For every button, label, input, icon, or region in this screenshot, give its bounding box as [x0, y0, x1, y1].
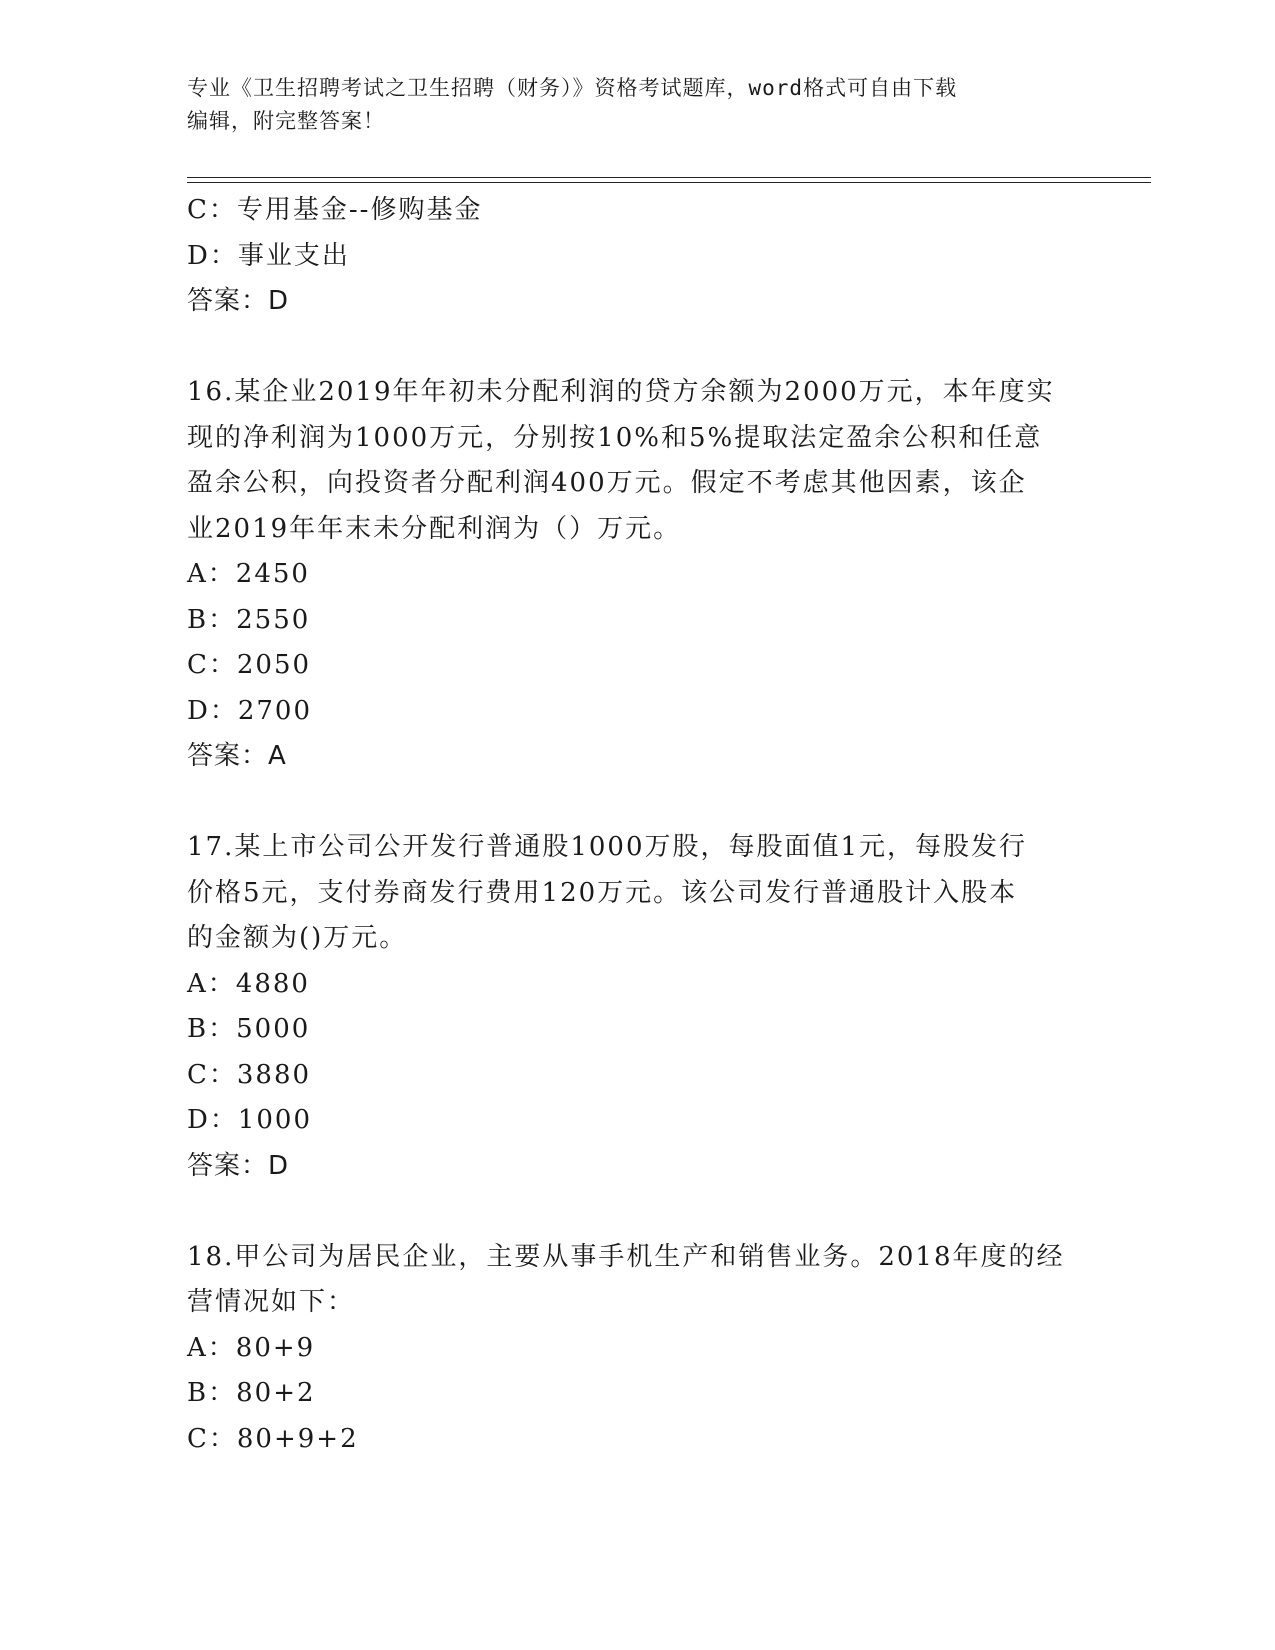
header-line-1: 专业《卫生招聘考试之卫生招聘（财务）》资格考试题库，word格式可自由下载: [187, 76, 958, 100]
question-16: [187, 370, 1087, 780]
question-18: [187, 1235, 1087, 1463]
spacer: [187, 1189, 1087, 1235]
option-c: C：专用基金--修购基金: [187, 195, 483, 225]
option-b: B：5000: [187, 1014, 311, 1044]
header-line-2: 编辑，附完整答案！: [187, 109, 385, 133]
answer-line: 答案：D: [187, 286, 290, 316]
document-header: [187, 72, 1087, 138]
option-d: D：事业支出: [187, 240, 350, 271]
question-text-line: 16.某企业2019年年初未分配利润的贷方余额为2000万元，本年度实: [187, 377, 1055, 407]
question-text-line: 价格5元，支付券商发行费用120万元。该公司发行普通股计入股本: [187, 877, 1018, 908]
question-text-line: 营情况如下：: [187, 1287, 356, 1317]
previous-question-tail: [187, 188, 1087, 325]
option-a: A：2450: [187, 559, 310, 589]
question-content: [187, 188, 1087, 1462]
option-c: C：80+9+2: [187, 1423, 359, 1454]
question-text-line: 业2019年年末未分配利润为（）万元。: [187, 513, 682, 544]
spacer: [187, 780, 1087, 826]
option-d: D：2700: [187, 695, 313, 726]
question-17: [187, 825, 1087, 1189]
answer-line: 答案：A: [187, 741, 287, 771]
header-divider-bottom: [187, 182, 1151, 183]
option-c: C：2050: [187, 650, 312, 680]
option-b: B：80+2: [187, 1378, 316, 1408]
question-text-line: 现的净利润为1000万元，分别按10%和5%提取法定盈余公积和任意: [187, 422, 1043, 453]
spacer: [187, 325, 1087, 371]
question-text-line: 18.甲公司为居民企业，主要从事手机生产和销售业务。2018年度的经: [187, 1241, 1065, 1272]
option-d: D：1000: [187, 1105, 313, 1135]
question-text-line: 17.某上市公司公开发行普通股1000万股，每股面值1元，每股发行: [187, 832, 1028, 862]
question-text-line: 的金额为()万元。: [187, 923, 408, 953]
option-a: A：4880: [187, 968, 310, 999]
option-a: A：80+9: [187, 1332, 316, 1363]
option-c: C：3880: [187, 1059, 312, 1090]
answer-line: 答案：D: [187, 1150, 290, 1181]
option-b: B：2550: [187, 604, 311, 635]
header-divider-top: [187, 177, 1151, 178]
question-text-line: 盈余公积，向投资者分配利润400万元。假定不考虑其他因素，该企: [187, 468, 1027, 498]
